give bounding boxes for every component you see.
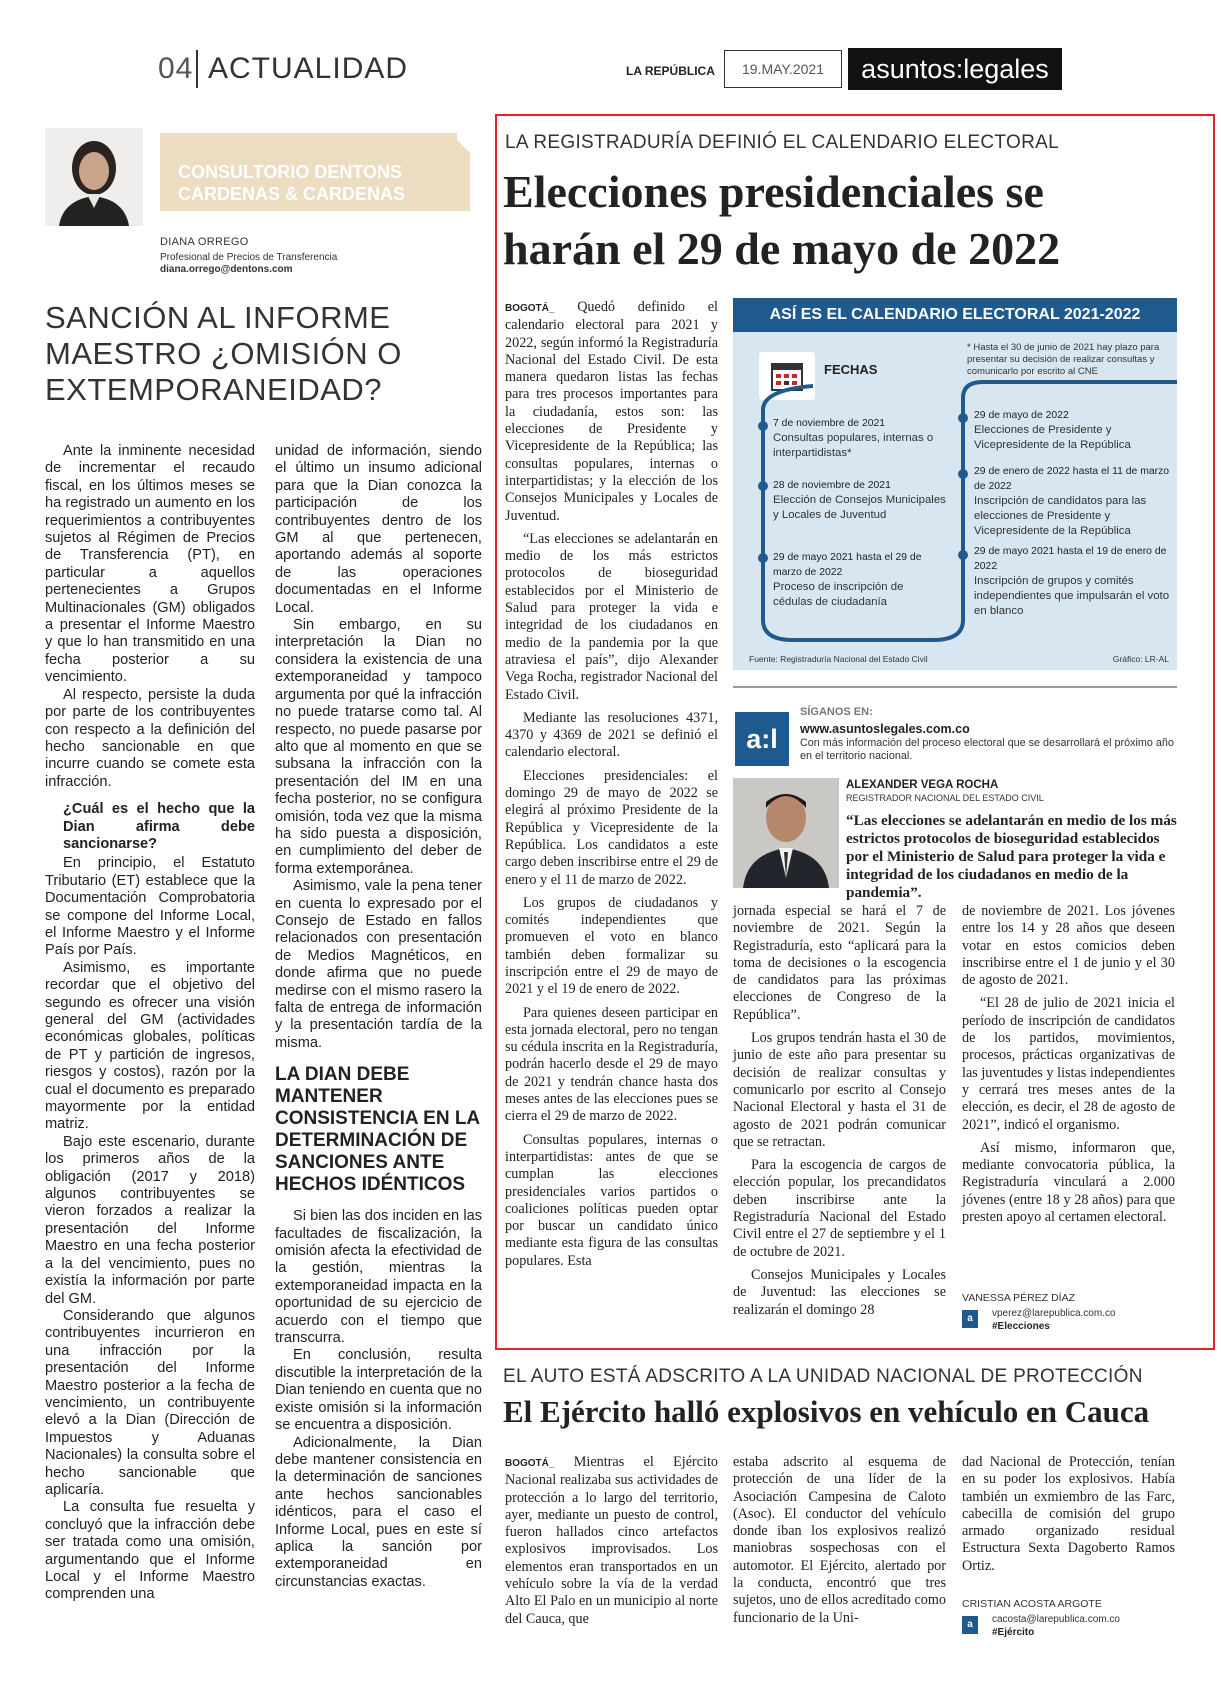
- paragraph: En conclusión, resulta discutible la interpretación de la Dian teniendo en cuenta que no existe omisión si la información se encuentra a disposición.: [275, 1347, 482, 1434]
- event-left-3: 29 de mayo 2021 hasta el 29 de marzo de 2022 Proceso de inscripción de cédulas de ciudadanía: [773, 552, 922, 608]
- paragraph: Consultas populares, internas o interpartidistas: antes de que se cumplan las elecciones presidenciales varios partidos o coaliciones políticas pueden optar por buscar un candidato único mediante esta figura de las consultas populares. Esta: [505, 1131, 718, 1269]
- banner-line-1: CONSULTORIO DENTONS: [178, 162, 403, 182]
- event-right-2: 29 de enero de 2022 hasta el 11 de marzo de 2022 Inscripción de candidatos para las elecciones de Presidente y Vicepresidente de la República: [974, 466, 1170, 537]
- byline-email[interactable]: vperez@larepublica.com.co: [992, 1308, 1116, 1319]
- paragraph: jornada especial se hará el 7 de noviembre de 2021. Según la Registraduría, esto “aplicará para la toma de decisiones o la escogencia de candidatos para las próximas elecciones de Congreso de la República”.: [733, 903, 946, 1023]
- article-col-b: [733, 903, 946, 1325]
- banner-corner: [440, 133, 470, 211]
- brand-logo: asuntos:legales: [848, 48, 1062, 90]
- byline-hashtag[interactable]: #Elecciones: [992, 1321, 1050, 1332]
- paragraph: Los grupos tendrán hasta el 30 de junio de este año para presentar su decisión de realizar consultas y comunicarlo por escrito al Consejo Nacional Electoral y hasta el 31 de agosto de 2021 podrán comunicar que se retractan.: [733, 1030, 946, 1150]
- quote-photo: [733, 778, 839, 888]
- column-title: SANCIÓN AL INFORME MAESTRO ¿OMISIÓN O EXTEMPORANEIDAD?: [45, 300, 402, 407]
- article-kicker: LA REGISTRADURÍA DEFINIÓ EL CALENDARIO ELECTORAL: [505, 132, 1059, 153]
- follow-text: Con más información del proceso electoral que se desarrollará el próximo año en el territorio nacional.: [800, 737, 1174, 762]
- graphic-note: * Hasta el 30 de junio de 2021 hay plazo para presentar su decisión de realizar consultas y comunicarlo por escrito al CNE: [967, 342, 1160, 377]
- event-left-1: 7 de noviembre de 2021 Consultas populares, internas o interpartidistas*: [773, 418, 934, 459]
- banner-line-2: CARDENAS & CARDENAS: [178, 184, 406, 204]
- follow-label: SÍGANOS EN:: [800, 706, 873, 718]
- subhead: ¿Cuál es el hecho que la Dian afirma debe sancionarse?: [63, 801, 255, 852]
- dateline: BOGOTÁ_: [505, 303, 555, 314]
- al-logo: a:l: [735, 712, 789, 766]
- event-right-3: 29 de mayo 2021 hasta el 19 de enero de 2022 Inscripción de grupos y comités independientes que impulsarán el voto en blanco: [974, 546, 1170, 617]
- calendar-graphic: [733, 298, 1177, 670]
- paragraph: “El 28 de julio de 2021 inicia el período de inscripción de candidatos de los partidos, movimientos, procesos, prácticas organizativas de las juventudes y listas independientes y cerrará tres meses antes de la elección, es decir, el 28 de agosto de 2021”, indicó el organismo.: [962, 995, 1175, 1133]
- author-name: DIANA ORREGO: [160, 236, 249, 248]
- paragraph: Elecciones presidenciales: el domingo 29 de mayo de 2022 se elegirá al próximo Presidente de la República y Vicepresidente de la República. Los candidatos a este cargo deben inscribirse entre el 29 de enero y el 11 de marzo de 2022.: [505, 767, 718, 888]
- paragraph: Consejos Municipales y Locales de Juventud: las elecciones se realizarán el domingo 28: [733, 1266, 946, 1318]
- paragraph: estaba adscrito al esquema de protección de una líder de la Asociación Campesina de Caloto (Asoc). El conductor del vehículo donde iban los explosivos realizó maniobras sospechosas con el automotor. El Ejército, alertado por la conducta, encontró que tres sujetos, uno de ellos acreditado como funcionario de la Uni-: [733, 1454, 946, 1626]
- dateline: BOGOTÁ_: [505, 1458, 555, 1469]
- article-col-a: [505, 299, 718, 1276]
- article2-byline-icon: a: [962, 1616, 978, 1634]
- article2-hashtag[interactable]: #Ejército: [992, 1627, 1035, 1638]
- author-photo: [45, 128, 143, 226]
- paragraph: Los grupos de ciudadanos y comités independientes que promueven el voto en blanco también deben formalizar su inscripción entre el 29 de mayo de 2021 y el 19 de enero de 2022.: [505, 894, 718, 998]
- article2-col-c: [962, 1454, 1175, 1581]
- author-role: Profesional de Precios de Transferencia: [160, 252, 338, 263]
- paragraph: “Las elecciones se adelantarán en medio de los más estrictos protocolos de bioseguridad establecidos por el Ministerio de Salud para proteger la vida e integridad de los ciudadanos en medio de la pandemia por la que atraviesa el país”, dijo Alexander Vega Rocha, registrador Nacional del Estado Civil.: [505, 530, 718, 703]
- paragraph: Ante la inminente necesidad de incrementar el recaudo fiscal, en los últimos meses se ha registrado un aumento en los requerimientos a contribuyentes sujetos al Régimen de Precios de Transferencia (PT), en particular a aquellos pertenecientes a Grupos Multinacionales (GM) obligados a presentar el Informe Maestro y que lo han transmitido en una fecha posterior a su vencimiento.: [45, 443, 255, 686]
- article-col-c: [962, 903, 1175, 1232]
- follow-url[interactable]: www.asuntoslegales.com.co: [800, 722, 970, 736]
- article2-col-b: [733, 1454, 946, 1633]
- column-col1: [45, 443, 255, 1604]
- paragraph: unidad de información, siendo el último un insumo adicional para que la Dian conozca la participación de los contribuyentes dentro de los GM al que pertenecen, aportando además al soporte de las operaciones documentadas en el Informe Local.: [275, 443, 482, 616]
- article-headline-1: Elecciones presidenciales se: [503, 166, 1044, 217]
- graphic-credit: Gráfico: LR-AL: [1112, 654, 1169, 664]
- graphic-title: ASÍ ES EL CALENDARIO ELECTORAL 2021-2022: [733, 298, 1177, 332]
- article2-email[interactable]: cacosta@larepublica.com.co: [992, 1614, 1120, 1625]
- paragraph: Para quienes deseen participar en esta jornada electoral, pero no tengan su cédula inscrita en la Registraduría, podrán hacerlo desde el 29 de mayo de 2021 y tendrán chance hasta dos meses antes de las elecciones pues se cierra el 29 de marzo de 2022.: [505, 1004, 718, 1125]
- paragraph: dad Nacional de Protección, tenían en su poder los explosivos. Había también un exmiembro de las Farc, cabecilla de comisión del grupo armado organizado residual Estructura Sexta Dagoberto Ramos Ortiz.: [962, 1454, 1175, 1574]
- graphic-source: Fuente: Registraduría Nacional del Estado Civil: [749, 654, 928, 664]
- paragraph: Adicionalmente, la Dian debe mantener consistencia en la determinación de sanciones ante hechos sancionables idénticos, para el caso el Informe Local, pues en este sí aplica la sanción por extemporaneidad en circunstancias exactas.: [275, 1434, 482, 1590]
- paragraph: Para la escogencia de cargos de elección popular, los precandidatos deben inscribirse ante la Registraduría Nacional del Estado Civil entre el 27 de septiembre y el 1 de octubre de 2021.: [733, 1157, 946, 1260]
- paragraph: BOGOTÁ_ Quedó definido el calendario electoral para 2021 y 2022, según informó la Registraduría Nacional del Estado Civil. De esta manera quedaron listas las fechas para tres procesos importantes para la ciudadanía, estos son: las elecciones de Presidente y Vicepresidente de la República; las consultas populares, internas o interpartidistas; y la elección de los Consejos Municipales y Locales de Juventud.: [505, 299, 718, 524]
- newspaper-name: LA REPÚBLICA: [626, 64, 715, 78]
- quote-name: ALEXANDER VEGA ROCHA: [846, 779, 999, 791]
- paragraph: Bajo este escenario, durante los primeros años de la obligación (2017 y 2018) algunos contribuyentes se vieron forzados a realizar la presentación del Informe Maestro en una fecha posterior a la del vencimiento, pues no existía la información por parte del GM.: [45, 1133, 255, 1307]
- paragraph: Si bien las dos inciden en las facultades de fiscalización, la omisión afecta la efectividad de la gestión, mientras la extemporaneidad impacta en la oportunidad de su ejercicio de acuerdo con el tiempo que transcurra.: [275, 1208, 482, 1347]
- fechas-label: FECHAS: [824, 362, 878, 377]
- byline-icon: a: [962, 1310, 978, 1328]
- quote-text: “Las elecciones se adelantarán en medio de los más estrictos protocolos de bioseguridad establecidos por el Ministerio de Salud para proteger la vida e integridad de los ciudadanos en medio de la pandemia”.: [846, 812, 1177, 901]
- quote-role: REGISTRADOR NACIONAL DEL ESTADO CIVIL: [846, 793, 1044, 803]
- paragraph: Al respecto, persiste la duda por parte de los contribuyentes con respecto a la definición del hecho sancionable en que incurre cuando se comete esta infracción.: [45, 686, 255, 790]
- article2-byline: CRISTIAN ACOSTA ARGOTE: [962, 1598, 1102, 1610]
- graphic-rule: [733, 686, 1177, 688]
- author-email: diana.orrego@dentons.com: [160, 264, 293, 275]
- header-divider: [196, 50, 198, 88]
- event-left-2: 28 de noviembre de 2021 Elección de Consejos Municipales y Locales de Juventud: [773, 480, 946, 521]
- issue-date: 19.MAY.2021: [724, 50, 842, 88]
- paragraph: Asimismo, es importante recordar que el objetivo del segundo es ofrecer una visión general del GM (actividades económicas globales, políticas de PT y partición de ingresos, riesgos y costos), razón por la cual el documento es preparado mayormente por la entidad matriz.: [45, 959, 255, 1133]
- paragraph: En principio, el Estatuto Tributario (ET) establece que la Documentación Comprobatoria se compone del Informe Local, el Informe Maestro y el Informe País por País.: [45, 855, 255, 959]
- paragraph: Mediante las resoluciones 4371, 4370 y 4369 de 2021 se definió el calendario electoral.: [505, 709, 718, 761]
- paragraph: Sin embargo, en su interpretación la Dian no considera la existencia de una extemporaneidad y tampoco argumenta por qué la infracción no puede tratarse como tal. Al respecto, no puede pasarse por alto que al momento en que se subsana la infracción con la presentación del IM en una fecha posterior, no se configura omisión, toda vez que la misma ha sido puesta a disposición, en cumplimiento del deber de forma extemporánea.: [275, 617, 482, 877]
- column-col2: [275, 443, 482, 1591]
- paragraph: Asimismo, vale la pena tener en cuenta lo expresado por el Consejo de Estado en fallos relacionados con presentación de Medios Magnéticos, en donde afirma que no puede medirse con el mismo rasero la falta de entrega de información y la presentación tardía de la misma.: [275, 878, 482, 1051]
- byline: VANESSA PÉREZ DÍAZ: [962, 1292, 1076, 1304]
- paragraph: Considerando que algunos contribuyentes incurrieron en una infracción por la presentación del Informe Maestro posterior a la fecha de vencimiento, un contribuyente elevó a la Dian (Dirección de Impuestos y Aduanas Nacionales) la consulta sobre el hecho sancionable que aplicaría.: [45, 1307, 255, 1498]
- section-title: ACTUALIDAD: [208, 52, 409, 85]
- paragraph: de noviembre de 2021. Los jóvenes entre los 14 y 28 años que deseen votar en estos comicios deben inscribirse entre el 1 de junio y el 30 de agosto de 2021.: [962, 903, 1175, 989]
- article-headline-2: harán el 29 de mayo de 2022: [503, 223, 1061, 274]
- article2-col-a: [505, 1454, 718, 1634]
- paragraph: BOGOTÁ_ Mientras el Ejército Nacional realizaba sus actividades de protección a lo largo del territorio, ayer, mediante un puesto de control, fueron hallados cinco artefactos explosivos improvisados. Los elementos eran transportados en un vehículo sobre la vía de la verdad Alto El Palo en un municipio al norte del Cauca, que: [505, 1454, 719, 1627]
- article2-kicker: EL AUTO ESTÁ ADSCRITO A LA UNIDAD NACIONAL DE PROTECCIÓN: [503, 1366, 1143, 1387]
- event-right-1: 29 de mayo de 2022 Elecciones de Presidente y Vicepresidente de la República: [974, 410, 1131, 451]
- page-number: 04: [158, 52, 194, 85]
- article2-headline: El Ejército halló explosivos en vehículo en Cauca: [503, 1394, 1150, 1429]
- paragraph: La consulta fue resuelta y concluyó que la infracción debe ser tratada como una omisión, argumentando que el Informe Local y el Informe Maestro comprenden una: [45, 1499, 255, 1603]
- paragraph: Así mismo, informaron que, mediante convocatoria pública, la Registraduría vinculará a 2.000 jóvenes (entre 18 y 28 años) para que presten apoyo al certamen electoral.: [962, 1139, 1175, 1226]
- subhead-2: LA DIAN DEBE MANTENER CONSISTENCIA EN LA DETERMINACIÓN DE SANCIONES ANTE HECHOS IDÉNTICOS: [275, 1064, 480, 1196]
